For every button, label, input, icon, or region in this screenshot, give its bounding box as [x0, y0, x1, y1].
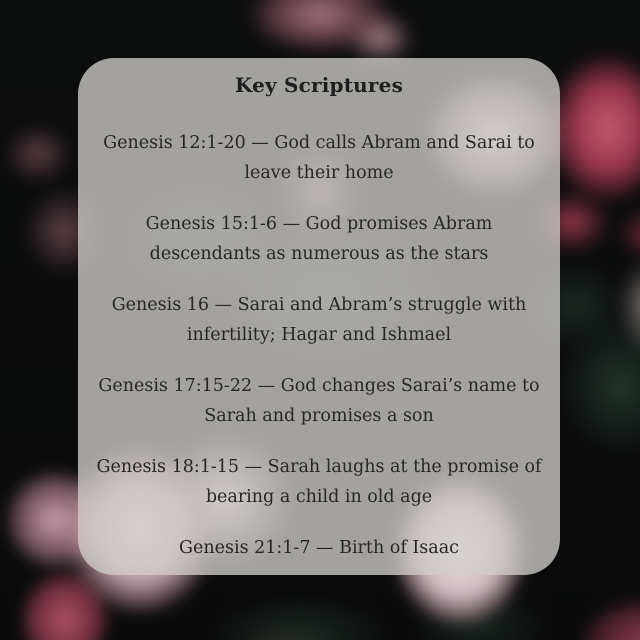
scripture-line: Sarah and promises a son — [204, 406, 434, 426]
scripture-card — [78, 58, 560, 575]
scripture-line: Genesis 16 — Sarai and Abram’s struggle with — [111, 295, 527, 315]
scripture-item — [92, 209, 546, 269]
scripture-line: descendants as numerous as the stars — [149, 244, 489, 264]
scripture-item — [92, 128, 546, 188]
scripture-item — [92, 533, 546, 563]
scripture-line: infertility; Hagar and Ishmael — [186, 325, 452, 345]
card-title: Key Scriptures — [234, 73, 404, 97]
scripture-line: Genesis 17:15-22 — God changes Sarai’s name to — [98, 376, 540, 396]
scripture-item — [92, 290, 546, 350]
scripture-line: Genesis 18:1-15 — Sarah laughs at the promise of — [96, 457, 542, 477]
scripture-item — [92, 371, 546, 431]
scripture-line: Genesis 21:1-7 — Birth of Isaac — [179, 538, 459, 558]
scripture-item — [92, 452, 546, 512]
scripture-line: leave their home — [244, 163, 394, 183]
scripture-line: Genesis 15:1-6 — God promises Abram — [145, 214, 493, 234]
scripture-line: Genesis 12:1-20 — God calls Abram and Sarai to — [103, 133, 535, 153]
scripture-line: bearing a child in old age — [205, 487, 433, 507]
